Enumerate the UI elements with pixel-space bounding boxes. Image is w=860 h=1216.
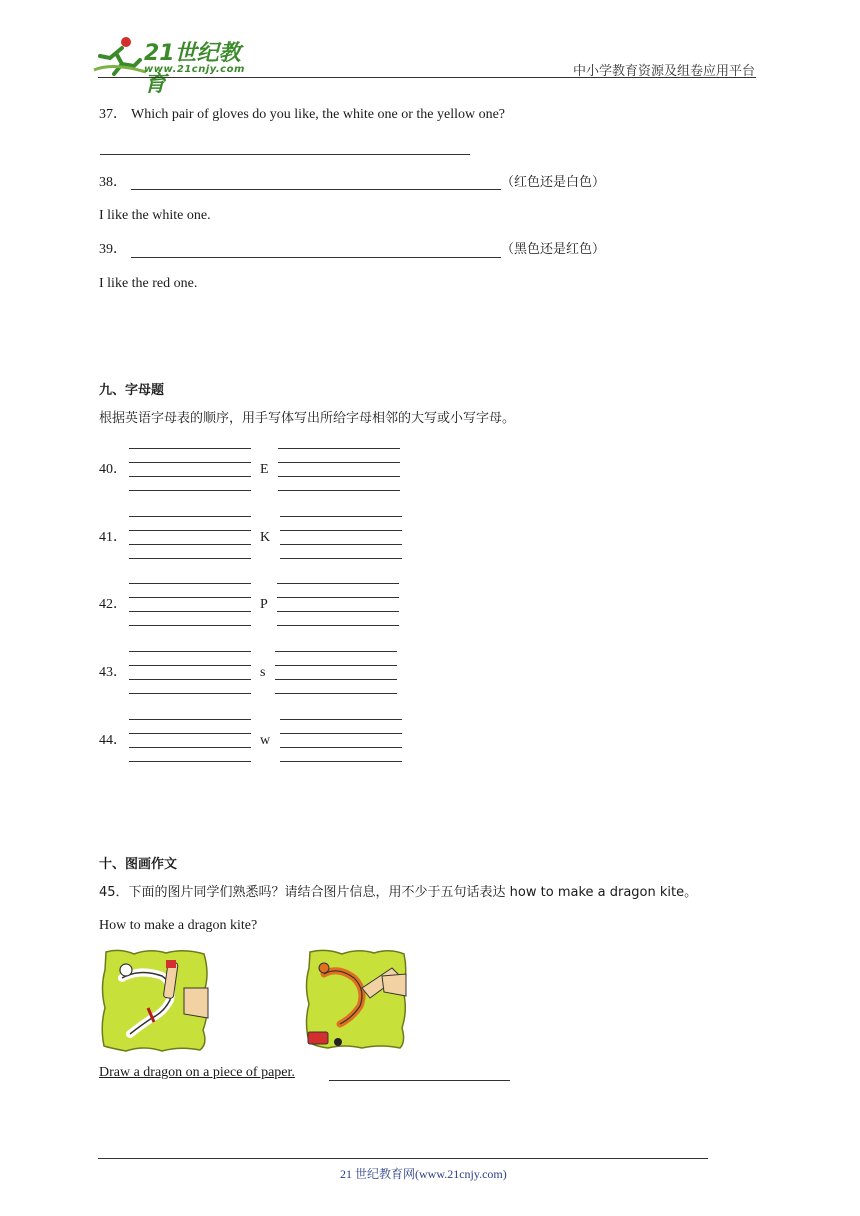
right-line-mid[interactable] — [277, 597, 399, 598]
section10-title: 十、图画作文 — [99, 857, 178, 872]
left-line-top[interactable] — [129, 516, 251, 517]
left-line-bottom[interactable] — [129, 761, 251, 762]
item-number: 41． — [99, 530, 127, 545]
right-line-top[interactable] — [280, 719, 402, 720]
right-line-mid[interactable] — [278, 462, 400, 463]
right-line-bottom[interactable] — [280, 761, 402, 762]
right-line-top[interactable] — [280, 516, 402, 517]
right-line-base[interactable] — [280, 544, 402, 545]
picture1-caption: Draw a dragon on a piece of paper. — [99, 1065, 295, 1080]
q38-hint: （红色还是白色） — [501, 175, 606, 190]
right-line-base[interactable] — [278, 476, 400, 477]
section9-title: 九、字母题 — [99, 383, 165, 398]
q45-text: 45．下面的图片同学们熟悉吗？请结合图片信息，用不少于五句话表达 how to make a dragon kite。 — [99, 885, 698, 900]
right-line-top[interactable] — [278, 448, 400, 449]
header-logo — [92, 34, 262, 97]
given-letter: K — [260, 530, 271, 545]
item-number: 42． — [99, 597, 127, 612]
left-line-mid[interactable] — [129, 462, 251, 463]
platform-label: 中小学教育资源及组卷应用平台 — [573, 64, 756, 79]
right-line-base[interactable] — [280, 747, 402, 748]
kite-prompt: How to make a dragon kite? — [99, 918, 258, 933]
right-line-bottom[interactable] — [275, 693, 397, 694]
left-line-base[interactable] — [129, 747, 251, 748]
right-line-top[interactable] — [277, 583, 399, 584]
header-rule — [98, 77, 756, 78]
dragon-drawing-picture — [100, 948, 210, 1052]
left-line-mid[interactable] — [129, 665, 251, 666]
q39-answer: I like the red one. — [99, 276, 198, 291]
section9-instruction: 根据英语字母表的顺序，用手写体写出所给字母相邻的大写或小写字母。 — [99, 411, 516, 426]
left-line-top[interactable] — [129, 719, 251, 720]
left-line-base[interactable] — [129, 611, 251, 612]
left-line-mid[interactable] — [129, 733, 251, 734]
left-line-mid[interactable] — [129, 530, 251, 531]
right-line-mid[interactable] — [280, 733, 402, 734]
left-line-bottom[interactable] — [129, 558, 251, 559]
left-line-mid[interactable] — [129, 597, 251, 598]
right-line-base[interactable] — [275, 679, 397, 680]
q37-answer-line[interactable] — [100, 154, 470, 155]
item-number: 40． — [99, 462, 127, 477]
left-line-base[interactable] — [129, 476, 251, 477]
given-letter: P — [260, 597, 268, 612]
left-line-top[interactable] — [129, 448, 251, 449]
item-number: 44． — [99, 733, 127, 748]
right-line-top[interactable] — [275, 651, 397, 652]
left-line-base[interactable] — [129, 544, 251, 545]
logo-url: www.21cnjy.com — [144, 64, 245, 75]
right-line-bottom[interactable] — [278, 490, 400, 491]
given-letter: E — [260, 462, 269, 477]
runner-logo-icon — [92, 36, 148, 78]
q37-number: 37． — [99, 107, 127, 122]
picture2-caption-line[interactable] — [329, 1080, 510, 1081]
right-line-mid[interactable] — [275, 665, 397, 666]
right-line-base[interactable] — [277, 611, 399, 612]
q37-text: Which pair of gloves do you like, the white one or the yellow one? — [131, 107, 506, 122]
left-line-bottom[interactable] — [129, 625, 251, 626]
right-line-mid[interactable] — [280, 530, 402, 531]
given-letter: w — [260, 733, 271, 748]
left-line-bottom[interactable] — [129, 490, 251, 491]
footer-rule — [98, 1158, 708, 1159]
item-number: 43． — [99, 665, 127, 680]
q39-hint: （黑色还是红色） — [501, 242, 606, 257]
dragon-coloring-picture — [304, 948, 408, 1052]
right-line-bottom[interactable] — [280, 558, 402, 559]
q38-answer: I like the white one. — [99, 208, 211, 223]
left-line-bottom[interactable] — [129, 693, 251, 694]
q39-answer-line[interactable] — [131, 257, 501, 258]
q38-number: 38． — [99, 175, 127, 190]
logo-title: 21世纪教育 — [144, 41, 241, 97]
given-letter: s — [260, 665, 266, 680]
left-line-top[interactable] — [129, 583, 251, 584]
left-line-top[interactable] — [129, 651, 251, 652]
q38-answer-line[interactable] — [131, 189, 501, 190]
left-line-base[interactable] — [129, 679, 251, 680]
right-line-bottom[interactable] — [277, 625, 399, 626]
footer-link[interactable]: 21 世纪教育网(www.21cnjy.com) — [340, 1167, 507, 1181]
q39-number: 39． — [99, 242, 127, 257]
